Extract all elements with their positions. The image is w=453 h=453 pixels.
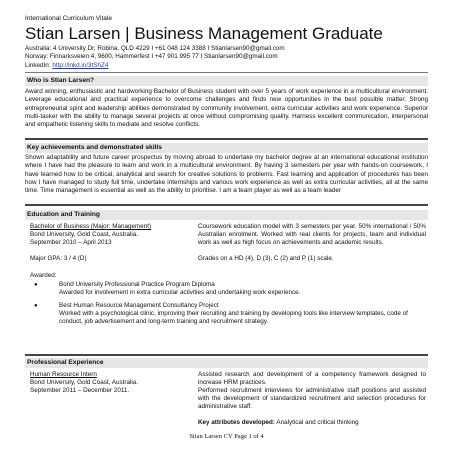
- job-duty: Assisted research and development of a competency framework designed to increase HRM practices.: [198, 371, 426, 387]
- job-dates: September 2011 – December 2011.: [30, 387, 130, 394]
- bullet-icon: ●: [34, 303, 38, 309]
- page-footer: Stian Larsen CV Page 1 of 4: [189, 433, 264, 440]
- document-type-label: International Curriculum Vitale: [25, 15, 112, 22]
- divider: [25, 138, 428, 140]
- section-heading-achievements: Key achievements and demonstrated skills: [25, 143, 428, 153]
- education-description: Coursework education model with 3 semesters per year. 50% international / 50% Australian enrolment. Worked with real clients for projects, team and individual work as well as high focus on achievements and academic results.: [198, 223, 426, 247]
- degree-major: (Major: Management): [89, 223, 152, 230]
- contact-australia: Australia: 4 University Dr, Robina, QLD 4229 I +61 048 124 3388 I Stianlarsen90@gmail.com: [25, 45, 285, 52]
- job-title: Human Resource Intern: [30, 371, 97, 378]
- awarded-label: Awarded:: [30, 272, 57, 279]
- divider: [25, 354, 428, 356]
- degree-title: Bachelor of Business: [30, 223, 90, 230]
- experience-left-column: [30, 371, 190, 395]
- linkedin-row: [25, 62, 285, 70]
- education-left-column: [30, 223, 190, 263]
- section-heading-experience: Professional Experience: [25, 358, 428, 368]
- achievements-paragraph: Shown adaptability and future career prospectus by moving abroad to undertake my bachelor degree at an international educational institution where I have had the pleasure to learn and work in a multicultural environment. By having 3 semesters per year with hands-on coursework, I have learned how to be critical, analytical and search for creative solutions to problems. Fast learning and application of procedures has been how I have managed to study full time, undertake internships and various work experience as well as extra curricular activities, all at the same time. Time management is essential as well as the ability to prioritise. I am a team player as well as a team leader: [25, 154, 428, 195]
- key-attributes: [198, 419, 426, 427]
- linkedin-label: LinkedIn:: [25, 61, 51, 69]
- award-item: [34, 281, 426, 297]
- award-title: Best Human Resource Management Consultancy Project: [59, 302, 219, 309]
- education-dates: September 2010 – April 2013: [30, 239, 112, 246]
- education-grades: Grades on a HD (4), D (3), C (2) and P (1) scale.: [198, 255, 334, 263]
- education-right-column: [198, 223, 426, 263]
- contact-norway: Norway: Finnarksveien 4, 9600, Hammerfest I +47 901 995 77 I Stianlarsen90@gmail.com: [25, 53, 278, 61]
- degree-line: [30, 223, 190, 231]
- job-duty: Performed recruitment interviews for administrative staff positions and assisted with the development of standardized recruitment and selection procedures for administrative staff.: [198, 387, 426, 411]
- who-paragraph: Award winning, enthusiastic and hardworking Bachelor of Business student with over 5 years of work experience in a multicultural environment. Leverage educational and practical experience to overcome challenges and finds new opportunities in the best possible matter. Strong entrepreneurial spint and leadership abilities demonstrated by community involvement, extra curricular activities and work experience. Superior multi-tasker with the ability to manage several projects at once without compromising quality. Harness excellent communication, interpersonal and empathetic listening skills to mediate and resolve conflicts.: [25, 88, 428, 129]
- contact-block: [25, 45, 285, 70]
- divider: [25, 204, 428, 206]
- experience-right-column: [198, 371, 426, 428]
- section-heading-who: Who is Stian Larsen?: [25, 76, 428, 86]
- award-item: [34, 302, 426, 326]
- education-gpa: Major GPA: 3 / 4 (D): [30, 255, 87, 262]
- key-attributes-text: Analytical and critical thinking: [274, 419, 359, 427]
- job-organization: Bond University, Gold Coast, Australia.: [30, 379, 139, 386]
- award-title: Bond University Professional Practice Program Diploma: [59, 281, 215, 288]
- bullet-icon: ●: [34, 282, 38, 288]
- section-heading-education: Education and Training: [25, 210, 428, 220]
- divider: [25, 72, 428, 73]
- key-attributes-label: Key attributes developed:: [198, 419, 275, 427]
- education-school: Bond University, Gold Coast, Australia.: [30, 231, 139, 238]
- linkedin-link[interactable]: http://lnkd.in/3tShZ4: [52, 61, 109, 69]
- page-title: Stian Larsen | Business Management Graduate: [25, 24, 383, 43]
- award-detail: Worked with a psychological clinic, improving their recruiting and training by developing tools like interview templates, code of conduct, job advertisement and long-term training and recruitment strategy.: [59, 310, 408, 326]
- award-detail: Awarded for involvement in extra curricular activities and undertaking work experience.: [59, 289, 301, 297]
